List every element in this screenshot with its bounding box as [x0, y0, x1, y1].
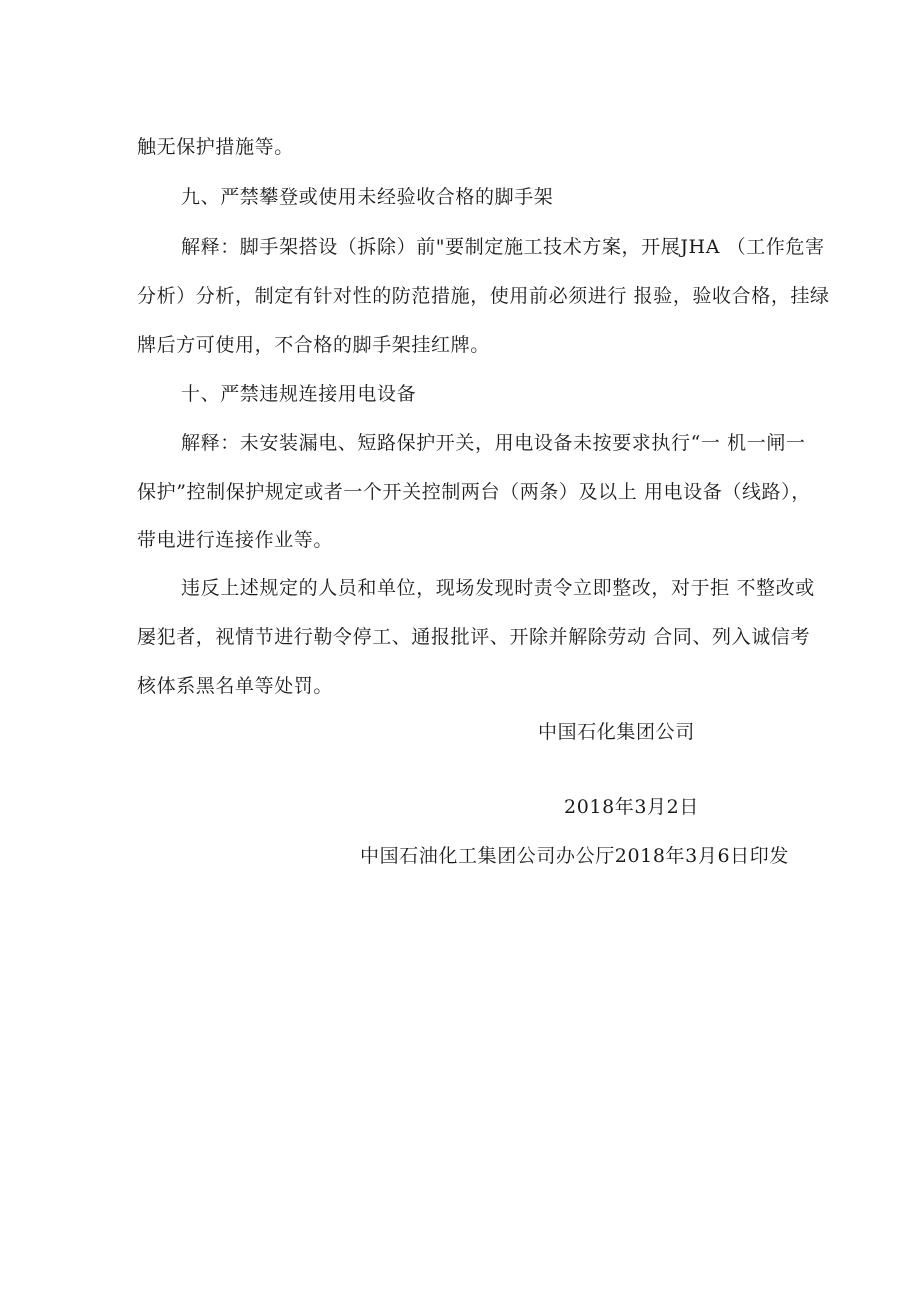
paragraph-line: 保护”控制保护规定或者一个开关控制两台（两条）及以上 用电设备（线路）， [137, 481, 811, 503]
paragraph-line: 带电进行连接作业等。 [137, 529, 334, 551]
paragraph-line: 解释：未安装漏电、短路保护开关，用电设备未按要求执行“一 机一闸一 [181, 432, 806, 454]
paragraph-line: 解释：脚手架搭设（拆除）前"要制定施工技术方案，开展JHA （工作危害 [181, 236, 825, 258]
paragraph-line: 牌后方可使用，不合格的脚手架挂红牌。 [137, 334, 490, 356]
paragraph-line: 触无保护措施等。 [137, 136, 294, 158]
signature-organization: 中国石化集团公司 [538, 721, 695, 743]
paragraph-line: 核体系黑名单等处罚。 [137, 675, 334, 697]
section-heading-nine: 九、严禁攀登或使用未经验收合格的脚手架 [181, 186, 554, 208]
section-heading-ten: 十、严禁违规连接用电设备 [181, 383, 417, 405]
signature-date: 2018年3月2日 [564, 796, 699, 818]
paragraph-line: 违反上述规定的人员和单位，现场发现时责令立即整改，对于拒 不整改或 [181, 577, 815, 599]
paragraph-line: 分析）分析，制定有针对性的防范措施，使用前必须进行 报验，验收合格，挂绿 [137, 285, 830, 307]
paragraph-line: 屡犯者，视情节进行勒令停工、通报批评、开除并解除劳动 合同、列入诚信考 [137, 626, 811, 648]
issuance-footer: 中国石油化工集团公司办公厅2018年3月6日印发 [360, 845, 789, 867]
